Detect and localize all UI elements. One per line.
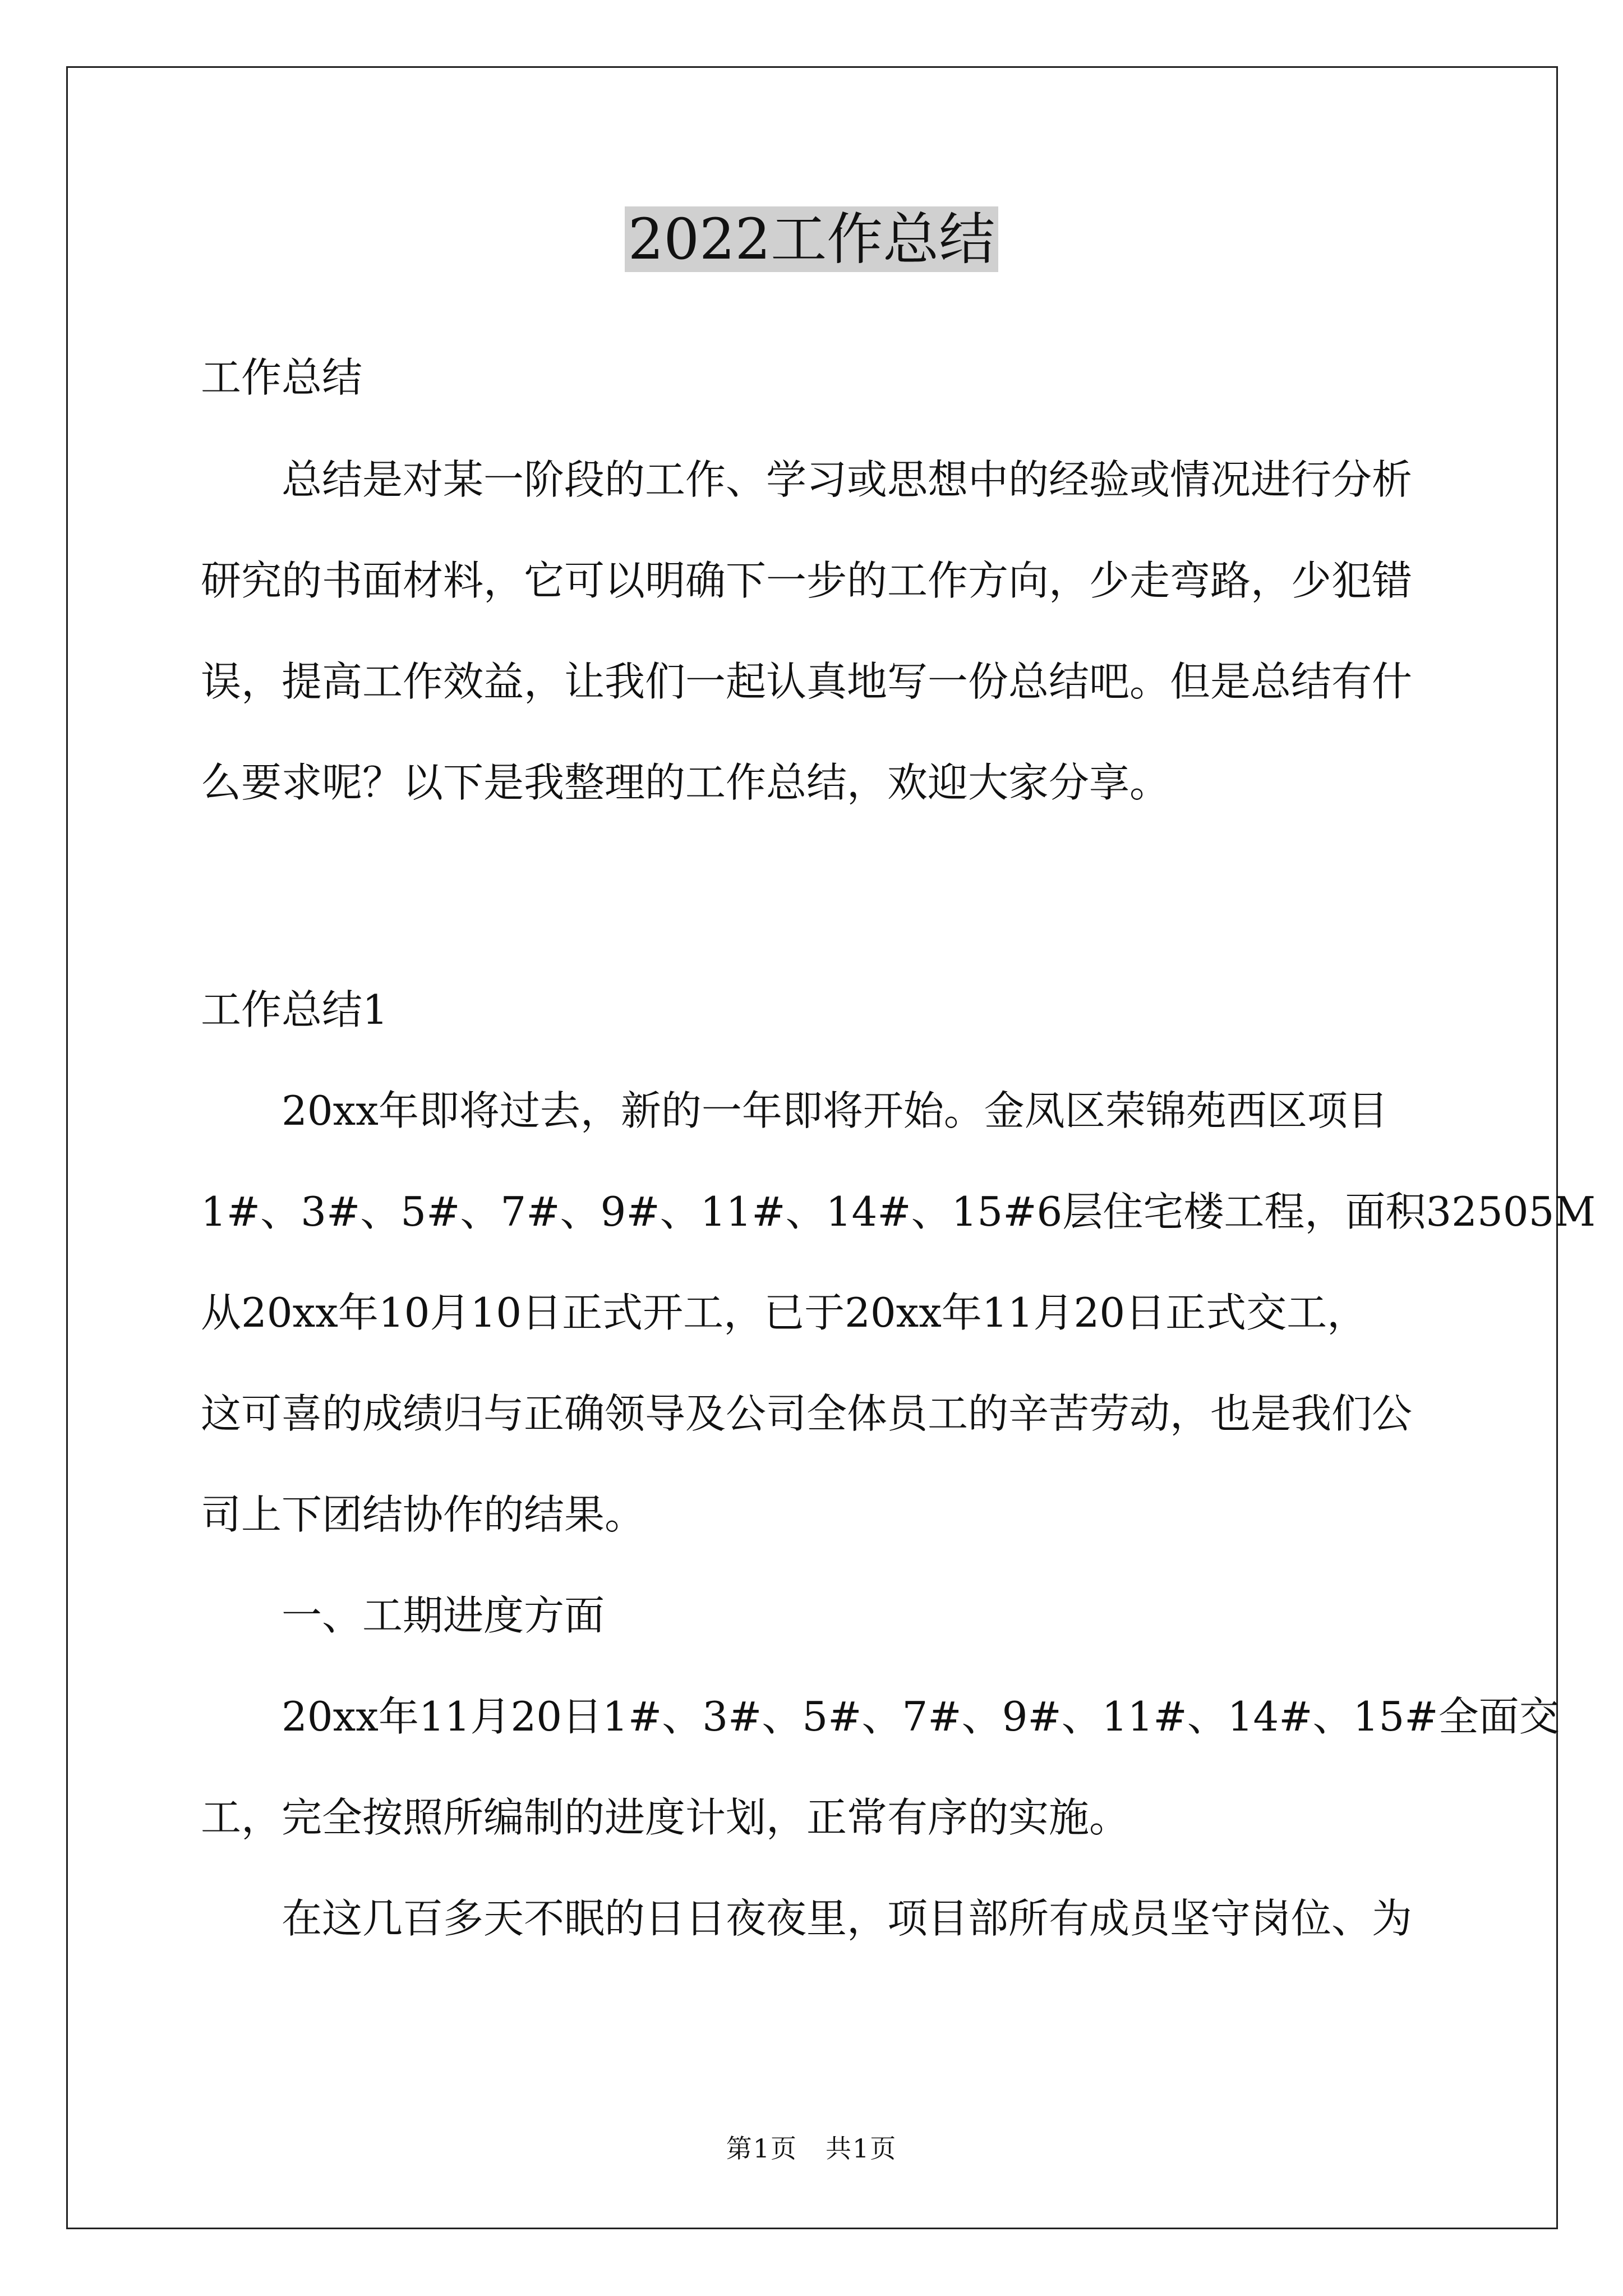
document-title-text: 2022工作总结 bbox=[625, 206, 999, 272]
intro-line-4: 么要求呢？以下是我整理的工作总结，欢迎大家分享。 bbox=[201, 759, 1170, 806]
section-line-4: 这可喜的成绩归与正确领导及公司全体员工的辛苦劳动，也是我们公 bbox=[201, 1390, 1413, 1437]
page-footer bbox=[0, 2132, 1623, 2165]
last-paragraph-line: 在这几百多天不眠的日日夜夜里，项目部所有成员坚守岗位、为 bbox=[282, 1895, 1413, 1942]
intro-line-2: 研究的书面材料，它可以明确下一步的工作方向，少走弯路，少犯错 bbox=[201, 557, 1413, 604]
section-line-2: 1#、3#、5#、7#、9#、11#、14#、15#6层住宅楼工程，面积32505M bbox=[201, 1188, 1596, 1235]
section-line-5: 司上下团结协作的结果。 bbox=[201, 1491, 645, 1538]
document-title bbox=[0, 203, 1623, 276]
intro-heading: 工作总结 bbox=[201, 354, 363, 401]
section-heading: 工作总结1 bbox=[201, 986, 388, 1033]
progress-line-1: 20xx年11月20日1#、3#、5#、7#、9#、11#、14#、15#全面交 bbox=[282, 1693, 1560, 1740]
intro-line-3: 误，提高工作效益，让我们一起认真地写一份总结吧。但是总结有什 bbox=[201, 658, 1413, 705]
subheading-schedule: 一、工期进度方面 bbox=[282, 1592, 605, 1639]
section-line-3: 从20xx年10月10日正式开工，已于20xx年11月20日正式交工， bbox=[201, 1289, 1368, 1336]
intro-line-1: 总结是对某一阶段的工作、学习或思想中的经验或情况进行分析 bbox=[282, 456, 1413, 503]
page-number-total: 共1页 bbox=[826, 2133, 897, 2164]
progress-line-2: 工，完全按照所编制的进度计划，正常有序的实施。 bbox=[201, 1794, 1130, 1841]
page-number-current: 第1页 bbox=[726, 2133, 797, 2164]
section-line-1: 20xx年即将过去，新的一年即将开始。金凤区荣锦苑西区项目 bbox=[282, 1087, 1388, 1134]
